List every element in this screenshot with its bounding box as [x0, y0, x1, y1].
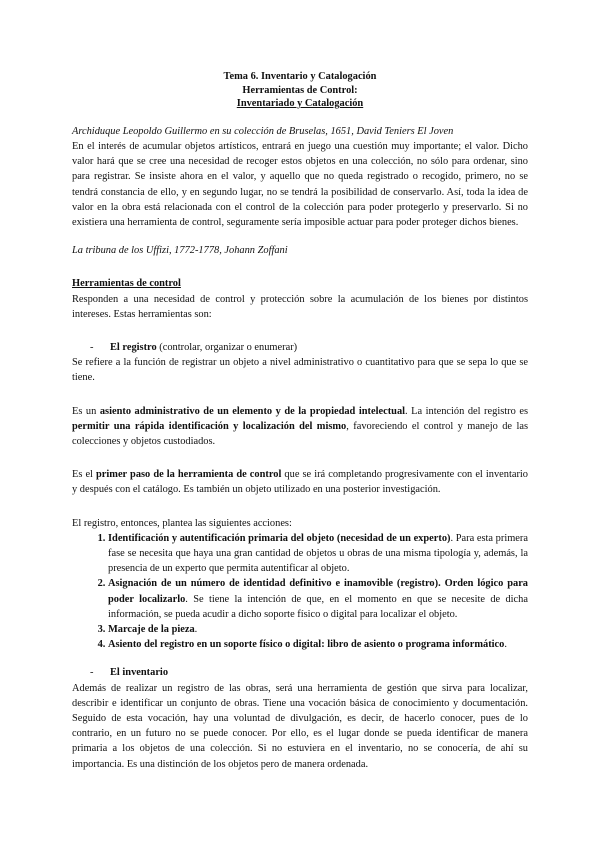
registro-paragraph-3: Es el primer paso de la herramienta de control que se irá completando progresivamente con el inventario y después con el catálogo. Es también un objeto utilizado en una posterior investigación. [72, 469, 528, 496]
caption-zoffani: La tribuna de los Uffizi, 1772-1778, Johann Zoffani [72, 245, 288, 257]
registro-subtitle: (controlar, organizar o enumerar) [156, 342, 298, 354]
document-page [72, 70, 528, 772]
title-line-1: Tema 6. Inventario y Catalogación [223, 71, 377, 82]
caption-teniers: Archiduque Leopoldo Guillermo en su colección de Bruselas, 1651, David Teniers El Joven [72, 125, 454, 137]
registro-paragraph-1: Se refiere a la función de registrar un objeto a nivel administrativo o cuantitativo para que se sepa lo que se tiene. [72, 357, 528, 384]
title-line-3: Inventariado y Catalogación [236, 98, 364, 110]
inventario-title: El inventario [110, 667, 169, 679]
paragraph-herramientas: Responden a una necesidad de control y protección sobre la acumulación de los bienes por distintos intereses. Estas herramientas son: [72, 293, 528, 320]
registro-heading [72, 340, 528, 355]
paragraph-valor: En el interés de acumular objetos artísticos, entrará en juego una cuestión muy importante; el valor. Dicho valor hará que se cree una necesidad de recoger estos objetos en una colección, no sólo para ordenar, sino para registrar. Se insiste ahora en el valor, y aquello que no queda registrado o recogido, primero, no se tendrá constancia de ello, y en segundo lugar, no se tendrá la posibilidad de conservarlo. Así, toda la idea de valor en la obra está relacionada con el control de la colección para poder protegerlo y preservarlo. Si no existiera una herramienta de control, seguramente sería imposible actuar para poder proteger dichos bienes. [72, 140, 528, 228]
heading-herramientas: Herramientas de control [72, 278, 181, 290]
title-line-2: Herramientas de Control: [242, 84, 358, 96]
list-item: 2. Asignación de un número de identidad definitivo e inamovible (registro). Orden lógico para poder localizarlo. Se tiene la intención de que, en el momento en que se necesite de dicha información, se pueda acudir a dicho soporte físico o digital para localizar el objeto. [108, 576, 528, 622]
inventario-heading [72, 665, 528, 680]
dash-bullet: - [90, 342, 94, 354]
registro-actions-list [72, 531, 528, 653]
registro-title: El registro [110, 342, 157, 354]
inventario-paragraph: Además de realizar un registro de las obras, será una herramienta de gestión que sirva para localizar, describir e identificar un conjunto de obras. Tiene una vocación básica de conocimiento y documentación. Seguido de esta vocación, hay una voluntad de divulgación, es decir, de hacerlo conocer, pues de lo contrario, en un futuro no se puede conocer. Por ello, es el lugar donde se pueda identificar de manera primaria a los objetos de una colección. Si no estuviera en el inventario, no se conocería, de ahí su importancia. Es una distinción de los objetos pero de manera ordenada. [72, 682, 528, 770]
list-item: 1. Identificación y autentificación primaria del objeto (necesidad de un experto). Para esta primera fase se necesita que haya una gran cantidad de objetos u obras de una misma tipología y, además, la presencia de un experto que permita autentificar al objeto. [108, 531, 528, 577]
registro-paragraph-4: El registro, entonces, plantea las siguientes acciones: [72, 517, 292, 529]
dash-bullet: - [90, 667, 94, 679]
registro-paragraph-2: Es un asiento administrativo de un elemento y de la propiedad intelectual. La intención del registro es permitir una rápida identificación y localización del mismo, favoreciendo el control y manejo de las colecciones y objetos custodiados. [72, 405, 528, 448]
list-item: 4. Asiento del registro en un soporte físico o digital: libro de asiento o programa informático. [108, 637, 528, 652]
list-item: 3. Marcaje de la pieza. [108, 622, 528, 637]
document-title [72, 70, 528, 111]
